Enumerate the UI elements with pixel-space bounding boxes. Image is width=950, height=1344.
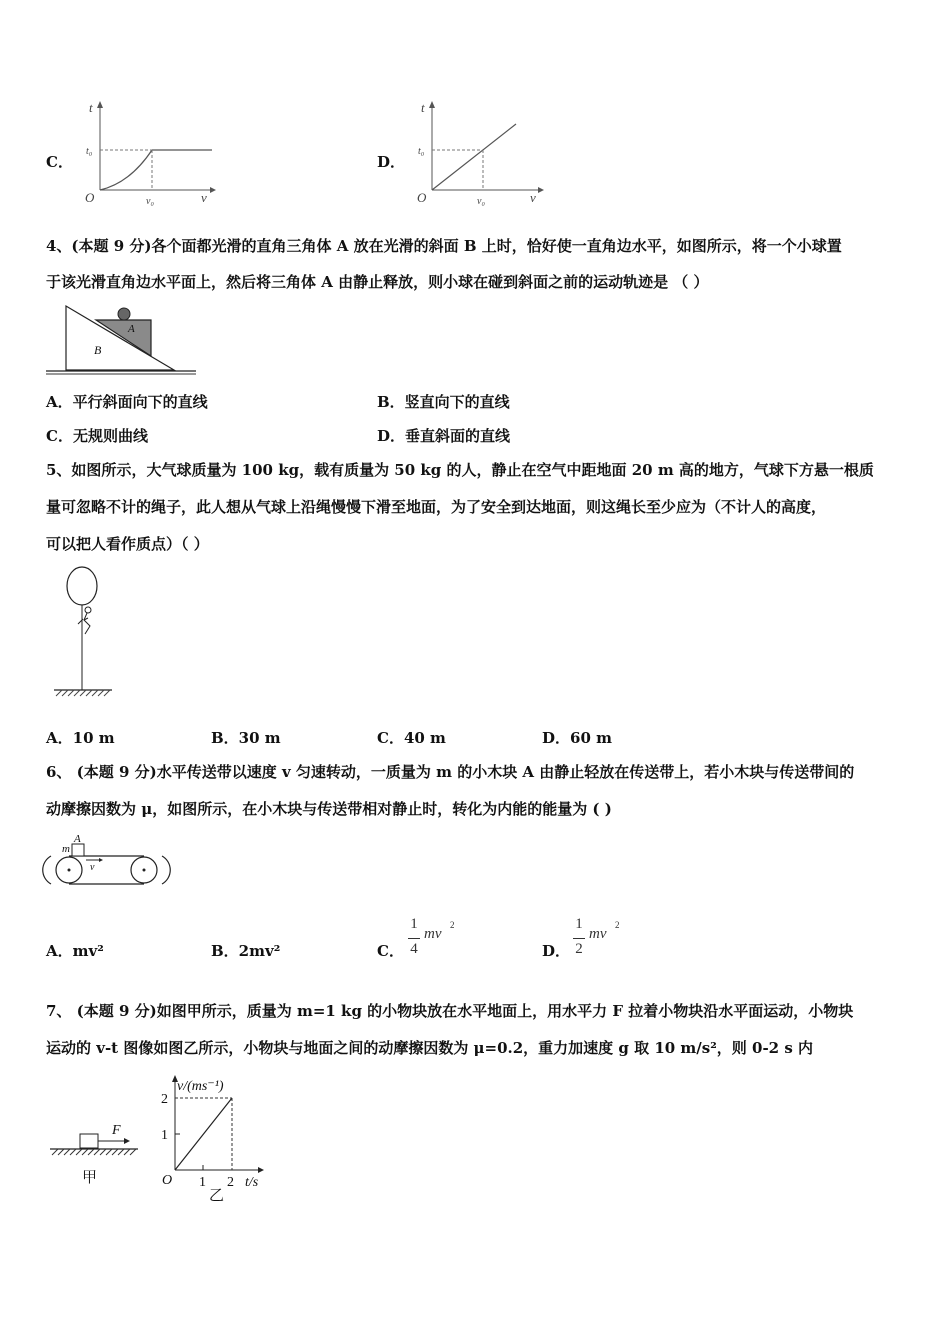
q3c-x-axis-label: v [201, 190, 207, 205]
q7-text-line2: 运动的 v-t 图像如图乙所示，小物块与地面之间的动摩擦因数为 μ=0.2，重力加速度 g 取 10 m/s²，则 0-2 s 内 [46, 1039, 814, 1057]
q4-fig-label-a: A [128, 323, 135, 335]
q7-fig-origin-label: O [162, 1173, 173, 1188]
q3c-origin-label: O [85, 190, 95, 205]
q7-fig-y-axis-label: v/(ms⁻¹) [177, 1079, 224, 1094]
q3d-t0-label: t₀ [418, 146, 425, 157]
q6-option-d-label[interactable]: D． [542, 942, 571, 960]
q3d-y-axis-label: t [421, 100, 425, 115]
q7-figure-yi-vt-graph [155, 1072, 275, 1206]
q6c-fraction-bar [408, 938, 420, 939]
q5-option-c[interactable]: C．40 m [377, 729, 446, 747]
q6c-exponent: 2 [450, 920, 455, 930]
q6-fig-label-a: A [74, 833, 81, 845]
q7-figure-jia [48, 1116, 143, 1191]
q7-fig-x-axis-label: t/s [245, 1175, 259, 1190]
q5-text-line3: 可以把人看作质点）（ ） [46, 535, 209, 553]
q3c-t0-label: t₀ [86, 146, 93, 157]
q7-text-line1: 7、 (本题 9 分)如图甲所示，质量为 m=1 kg 的小物块放在水平地面上，用水平力 F 拉着小物块沿水平面运动，小物块 [46, 1002, 854, 1020]
q7-fig-y-tick-2: 2 [161, 1092, 168, 1107]
q5-option-d[interactable]: D．60 m [542, 729, 612, 747]
q4-text-line2: 于该光滑直角边水平面上，然后将三角体 A 由静止释放，则小球在碰到斜面之前的运动轨迹是 （ ） [46, 273, 709, 291]
q5-text-line2: 量可忽略不计的绳子，此人想从气球上沿绳慢慢下滑至地面，为了安全到达地面，则这绳长至少应为（不计人的高度， [46, 498, 827, 516]
q6-fig-label-m: m [62, 843, 70, 855]
q6-option-c-fraction [408, 916, 468, 962]
q3d-v0-label: v₀ [477, 196, 485, 207]
q6-fig-label-v: v [90, 862, 95, 873]
q6d-fraction-bar [573, 938, 585, 939]
q3c-y-axis-label: t [89, 100, 93, 115]
q7-fig-x-tick-1: 1 [199, 1175, 206, 1190]
q7-fig-yi-caption: 乙 [209, 1188, 225, 1204]
q6c-expression: mv [424, 926, 442, 942]
q4-option-a[interactable]: A．平行斜面向下的直线 [46, 393, 208, 411]
q6c-denominator: 4 [410, 941, 418, 957]
q4-fig-label-b: B [94, 343, 102, 357]
q6-option-b[interactable]: B．2mv² [211, 942, 281, 960]
q6d-numerator: 1 [575, 916, 583, 932]
q3d-origin-label: O [417, 190, 427, 205]
q6-option-a[interactable]: A．mv² [46, 942, 104, 960]
q6d-expression: mv [589, 926, 607, 942]
q6-text-line2: 动摩擦因数为 μ，如图所示，在小木块与传送带相对静止时，转化为内能的能量为 ( ) [46, 800, 612, 818]
q7-fig-force-label: F [112, 1123, 121, 1138]
q6-text-line1: 6、 (本题 9 分)水平传送带以速度 v 匀速转动，一质量为 m 的小木块 A 由静止轻放在传送带上，若小木块与传送带间的 [46, 763, 855, 781]
q6c-numerator: 1 [410, 916, 418, 932]
q6d-exponent: 2 [615, 920, 620, 930]
q6-figure-conveyor [42, 832, 172, 892]
q7-fig-x-tick-2: 2 [227, 1175, 234, 1190]
q4-option-b[interactable]: B．竖直向下的直线 [377, 393, 510, 411]
q3-graph-d [412, 98, 552, 208]
q4-option-d[interactable]: D．垂直斜面的直线 [377, 427, 511, 445]
q7-fig-jia-caption: 甲 [82, 1170, 98, 1186]
q6d-denominator: 2 [575, 941, 583, 957]
q5-figure-balloon [50, 564, 120, 700]
q4-text-line1: 4、(本题 9 分)各个面都光滑的直角三角体 A 放在光滑的斜面 B 上时，恰好使一直角边水平，如图所示，将一个小球置 [46, 237, 842, 255]
q3-graph-c [80, 98, 220, 208]
q5-text-line1: 5、如图所示，大气球质量为 100 kg，载有质量为 50 kg 的人，静止在空气中距地面 20 m 高的地方，气球下方悬一根质 [46, 461, 874, 479]
q3d-x-axis-label: v [530, 190, 536, 205]
q7-fig-y-tick-1: 1 [161, 1128, 168, 1143]
q4-option-c[interactable]: C．无规则曲线 [46, 427, 148, 445]
q3-option-c-label: C． [46, 153, 73, 171]
q4-figure-incline [44, 298, 200, 378]
q5-option-a[interactable]: A．10 m [46, 729, 115, 747]
q6-option-d-fraction [573, 916, 633, 962]
q3c-v0-label: v₀ [146, 196, 154, 207]
q6-option-c-label[interactable]: C． [377, 942, 404, 960]
q3-option-d-label: D． [377, 153, 406, 171]
q5-option-b[interactable]: B．30 m [211, 729, 281, 747]
